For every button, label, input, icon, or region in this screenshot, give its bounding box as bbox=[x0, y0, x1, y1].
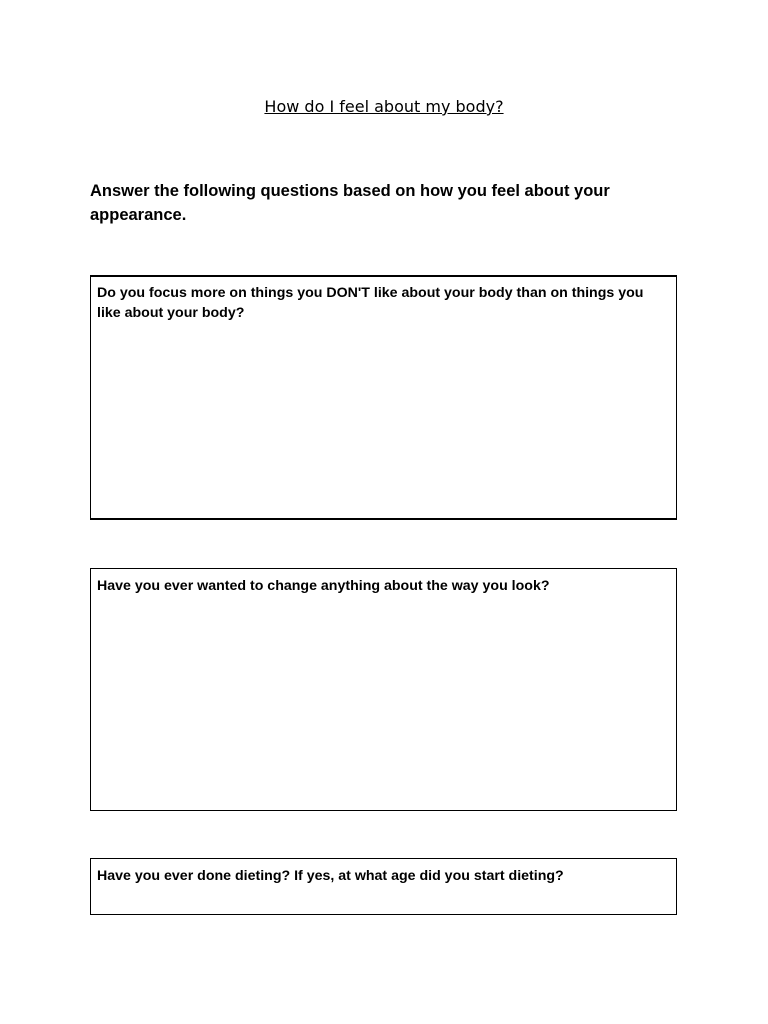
question-box-1[interactable] bbox=[90, 275, 677, 520]
page-title: How do I feel about my body? bbox=[264, 97, 504, 116]
question-text-3: Have you ever done dieting? If yes, at what age did you start dieting? bbox=[97, 868, 564, 884]
question-text-2: Have you ever wanted to change anything about the way you look? bbox=[97, 578, 550, 594]
question-text-1: Do you focus more on things you DON'T like about your body than on things you like about your body? bbox=[97, 285, 644, 321]
instructions-text: Answer the following questions based on how you feel about your appearance. bbox=[90, 182, 610, 224]
question-box-3[interactable] bbox=[90, 858, 677, 915]
question-box-2[interactable] bbox=[90, 568, 677, 811]
